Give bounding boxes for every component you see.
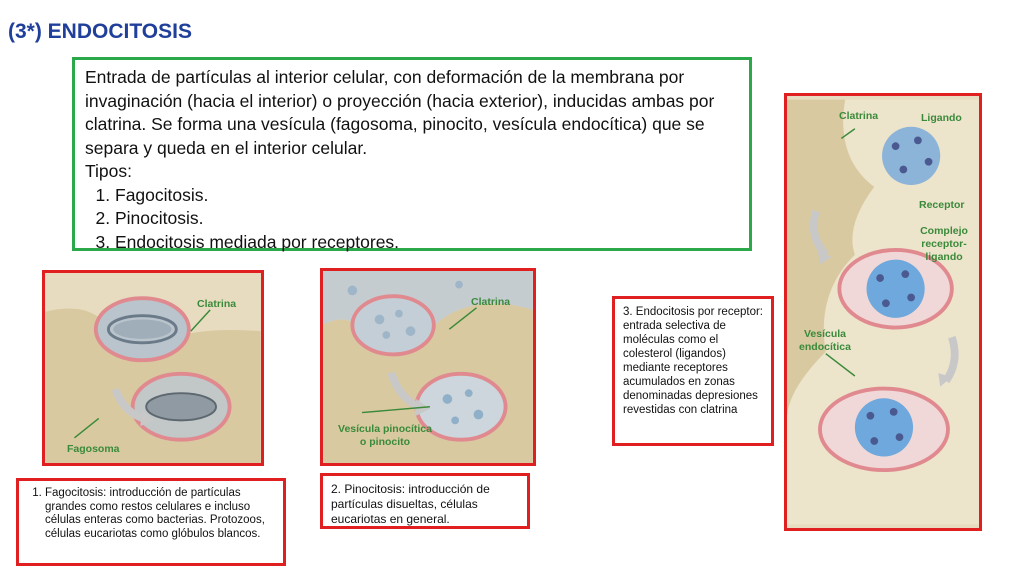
vesicula-endocitica-line2: endocítica (799, 341, 851, 353)
list-item: 1. Fagocitosis. (115, 184, 739, 208)
pinocitosis-description: 2. Pinocitosis: introducción de partículas disueltas, células eucariotas en general. (331, 482, 490, 526)
complejo-receptor-ligando-label (909, 225, 979, 264)
vesicula-endocitica-label (793, 328, 857, 354)
vesicula-pinocitica-line1: Vesícula pinocítica (338, 423, 432, 435)
fagocitosis-description: 1. Fagocitosis: introducción de partículas grandes como restos celulares e incluso células enteras como bacterias. Protozoos, células eucariotas como glóbulos blancos. (45, 487, 275, 541)
clatrina-label: Clatrina (197, 298, 237, 310)
tipos-label: Tipos: (85, 161, 133, 181)
ligando-label: Ligando (921, 112, 962, 124)
tipos-list (85, 184, 739, 255)
complejo-line2: receptor- (921, 238, 967, 250)
vesicula-endocitica-line1: Vesícula (803, 328, 847, 340)
complejo-line3: ligando (925, 251, 963, 263)
pinocitosis-illustration (320, 268, 536, 466)
fagosoma-label: Fagosoma (67, 443, 120, 455)
receptor-label: Receptor (919, 199, 965, 211)
vesicula-pinocitica-label (329, 423, 441, 449)
clatrina-label: Clatrina (471, 296, 511, 308)
fagocitosis-illustration (42, 270, 264, 466)
receptores-drawing (787, 96, 979, 528)
receptores-description-box (612, 296, 774, 446)
list-item: 2. Pinocitosis. (115, 207, 739, 231)
clatrina-label: Clatrina (839, 110, 879, 122)
fagocitosis-description-list (27, 487, 275, 541)
receptores-description: 3. Endocitosis por receptor: entrada selectiva de moléculas como el colesterol (ligandos) mediante receptores acumulados en zonas denominadas depresiones revestidas con clatrina (623, 306, 763, 416)
list-item: 3. Endocitosis mediada por receptores. (115, 231, 739, 255)
receptores-illustration (784, 93, 982, 531)
complejo-line1: Complejo (920, 225, 968, 237)
fagocitosis-description-box (16, 478, 286, 566)
page-title: (3*) ENDOCITOSIS (8, 20, 192, 43)
intro-paragraph: Entrada de partículas al interior celular, con deformación de la membrana por invaginación (hacia el interior) o proyección (hacia exterior), inducidas ambas por clatrina. Se forma una vesícula (fagosoma, pinocito, vesícula endocítica) que se separa y queda en el interior celular. (85, 67, 715, 158)
intro-box (72, 57, 752, 251)
pinocitosis-description-box (320, 473, 530, 529)
vesicula-pinocitica-line2: o pinocito (359, 436, 411, 448)
